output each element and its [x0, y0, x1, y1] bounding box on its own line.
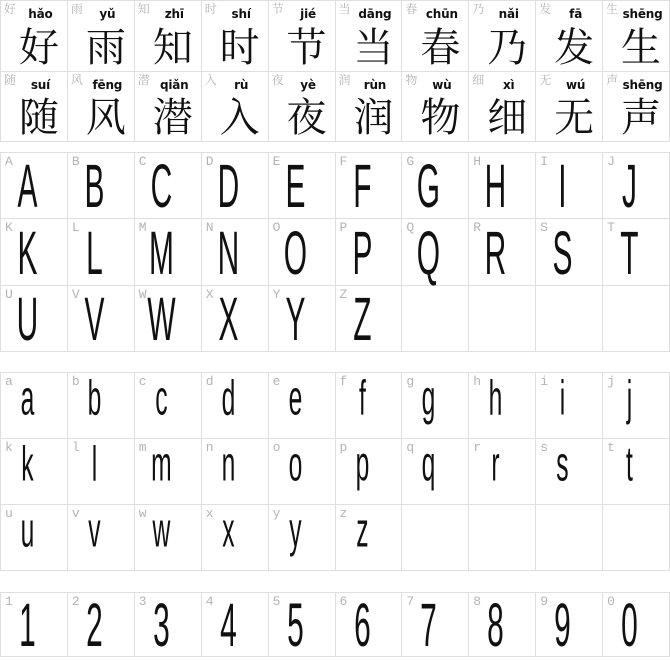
glyph-corner-label: w [138, 506, 147, 521]
glyph-preview: g [421, 370, 436, 425]
hanzi-corner-label: 声 [606, 72, 619, 87]
glyph-cell [202, 370, 269, 439]
empty-cell [536, 505, 603, 571]
hanzi-glyph-preview: 随 [18, 95, 59, 141]
glyph-corner-label: F [339, 154, 348, 169]
uppercase-preview-grid [0, 152, 670, 355]
glyph-cell [269, 153, 336, 222]
glyph-preview: U [16, 286, 39, 355]
hanzi-cell [603, 1, 670, 72]
hanzi-glyph-preview: 时 [219, 24, 260, 71]
pinyin-label: jié [300, 7, 316, 21]
glyph-preview: b [87, 370, 102, 425]
hanzi-cell [536, 1, 603, 72]
glyph-corner-label: i [540, 374, 548, 389]
glyph-cell [336, 436, 403, 505]
glyph-cell [536, 153, 603, 222]
glyph-corner-label: M [138, 220, 147, 236]
glyph-preview: S [552, 219, 573, 289]
glyph-cell [135, 592, 202, 661]
hanzi-glyph-preview: 发 [554, 24, 595, 71]
glyph-corner-label: E [272, 154, 281, 169]
glyph-cell [469, 592, 536, 661]
glyph-corner-label: B [71, 154, 80, 169]
glyph-corner-label: 2 [71, 594, 80, 609]
pinyin-label: qiǎn [159, 77, 189, 92]
glyph-cell [68, 219, 135, 289]
pinyin-label: wú [566, 77, 586, 92]
glyph-cell [202, 592, 269, 661]
glyph-preview: v [88, 502, 101, 557]
glyph-preview: 7 [420, 592, 438, 661]
hanzi-cell [269, 1, 336, 72]
glyph-cell [269, 286, 336, 355]
glyph-corner-label: 6 [339, 594, 348, 609]
glyph-preview: L [86, 219, 103, 289]
glyph-corner-label: l [71, 440, 80, 455]
glyph-corner-label: Z [339, 286, 348, 302]
empty-cell [536, 286, 603, 352]
glyph-cell [336, 219, 403, 289]
hanzi-glyph-preview: 声 [621, 95, 662, 141]
glyph-preview: Q [417, 219, 441, 289]
glyph-cell [135, 153, 202, 222]
glyph-preview: 1 [19, 592, 36, 661]
glyph-corner-label: S [540, 220, 548, 236]
hanzi-corner-label: 无 [539, 72, 552, 87]
glyph-cell [269, 219, 336, 289]
glyph-cell [469, 370, 536, 439]
glyph-corner-label: 5 [272, 594, 281, 609]
glyph-cell [603, 370, 670, 439]
hanzi-glyph-preview: 入 [219, 95, 260, 141]
hanzi-corner-label: 好 [4, 2, 17, 16]
glyph-preview: J [622, 153, 638, 222]
hanzi-cell [202, 72, 269, 143]
hanzi-glyph-preview: 细 [487, 95, 528, 141]
glyph-corner-label: a [5, 374, 13, 389]
pinyin-label: dāng [358, 7, 392, 21]
glyph-preview: H [484, 153, 507, 222]
glyph-corner-label: P [339, 220, 348, 236]
glyph-preview: x [221, 502, 235, 557]
glyph-corner-label: D [205, 154, 214, 169]
glyph-preview: 9 [554, 592, 571, 661]
hanzi-cell [402, 72, 469, 143]
glyph-cell [336, 592, 403, 661]
glyph-corner-label: I [540, 154, 548, 169]
glyph-corner-label: q [406, 440, 415, 455]
glyph-cell [336, 502, 403, 571]
hanzi-corner-label: 细 [472, 72, 485, 87]
hanzi-glyph-preview: 风 [85, 95, 126, 141]
hanzi-cell [202, 1, 269, 72]
hanzi-cell [536, 72, 603, 143]
glyph-corner-label: A [5, 154, 13, 169]
pinyin-label: rùn [363, 77, 387, 92]
glyph-corner-label: c [138, 374, 147, 389]
glyph-cell [135, 436, 202, 505]
glyph-corner-label: C [138, 154, 147, 169]
hanzi-corner-label: 雨 [70, 2, 83, 16]
empty-cell [603, 505, 670, 571]
hanzi-glyph-preview: 生 [621, 24, 662, 71]
glyph-cell [336, 153, 403, 222]
glyph-corner-label: k [5, 440, 13, 455]
hanzi-glyph-preview: 好 [18, 24, 59, 71]
glyph-cell [536, 592, 603, 661]
glyph-preview: 3 [152, 592, 170, 661]
hanzi-glyph-preview: 节 [286, 24, 327, 71]
glyph-cell [1, 286, 68, 355]
glyph-corner-label: 0 [607, 594, 615, 609]
glyph-cell [68, 286, 135, 355]
hanzi-cell [469, 1, 536, 72]
hanzi-corner-label: 潜 [137, 72, 150, 87]
glyph-cell [536, 370, 603, 439]
hanzi-corner-label: 节 [271, 2, 284, 16]
glyph-corner-label: z [339, 506, 348, 521]
glyph-corner-label: 9 [540, 594, 548, 609]
hanzi-corner-label: 随 [4, 72, 17, 87]
glyph-corner-label: f [339, 374, 348, 389]
glyph-cell [202, 286, 269, 355]
glyph-cell [603, 219, 670, 289]
hanzi-glyph-preview: 春 [420, 24, 461, 71]
glyph-cell [402, 592, 469, 661]
glyph-corner-label: j [607, 374, 615, 389]
hanzi-corner-label: 夜 [271, 72, 284, 87]
glyph-cell [68, 502, 135, 571]
glyph-cell [402, 436, 469, 505]
glyph-cell [1, 153, 68, 222]
glyph-cell [1, 502, 68, 571]
glyph-preview: f [358, 370, 366, 425]
hanzi-corner-label: 发 [539, 2, 552, 16]
glyph-preview: B [84, 153, 105, 222]
pinyin-label: rù [234, 77, 249, 92]
glyph-preview: e [288, 370, 302, 425]
glyph-corner-label: 1 [5, 594, 13, 609]
glyph-preview: j [626, 370, 633, 425]
glyph-corner-label: H [473, 154, 482, 169]
glyph-corner-label: s [540, 440, 548, 455]
glyph-corner-label: R [473, 220, 482, 236]
glyph-preview: l [91, 436, 98, 491]
hanzi-glyph-preview: 夜 [286, 95, 327, 141]
glyph-corner-label: Q [406, 220, 415, 236]
hanzi-cell [269, 72, 336, 143]
hanzi-corner-label: 时 [204, 2, 217, 16]
glyph-corner-label: e [272, 374, 281, 389]
glyph-preview: 0 [621, 592, 638, 661]
glyph-preview: 6 [353, 592, 371, 661]
hanzi-glyph-preview: 雨 [85, 24, 126, 71]
glyph-corner-label: U [5, 286, 13, 302]
hanzi-cell [402, 1, 469, 72]
glyph-preview: 5 [286, 592, 304, 661]
digits-preview-grid [0, 592, 670, 661]
hanzi-cell [1, 1, 68, 72]
hanzi-corner-label: 当 [338, 2, 351, 16]
glyph-corner-label: m [138, 440, 147, 455]
glyph-corner-label: r [473, 440, 482, 455]
hanzi-cell [336, 1, 403, 72]
pinyin-label: shí [231, 7, 251, 21]
pinyin-label: zhī [164, 7, 184, 21]
glyph-cell [1, 370, 68, 439]
glyph-cell [269, 592, 336, 661]
glyph-preview: z [355, 502, 369, 557]
glyph-preview: T [620, 219, 639, 289]
glyph-corner-label: b [71, 374, 80, 389]
glyph-preview: k [21, 436, 34, 491]
hanzi-cell [135, 1, 202, 72]
hanzi-glyph-preview: 物 [420, 95, 461, 141]
glyph-preview: V [84, 286, 105, 355]
glyph-corner-label: X [205, 286, 214, 302]
glyph-cell [202, 219, 269, 289]
glyph-corner-label: G [406, 154, 415, 169]
glyph-cell [202, 436, 269, 505]
glyph-preview: O [283, 219, 307, 289]
glyph-corner-label: o [272, 440, 281, 455]
glyph-cell [1, 219, 68, 289]
glyph-preview: h [488, 370, 503, 425]
glyph-preview: r [491, 436, 500, 491]
hanzi-cell [336, 72, 403, 143]
glyph-corner-label: v [71, 506, 80, 521]
glyph-cell [603, 436, 670, 505]
glyph-preview: F [352, 153, 372, 222]
glyph-corner-label: g [406, 374, 415, 389]
empty-cell [469, 286, 536, 352]
glyph-preview: Y [285, 286, 306, 355]
glyph-preview: w [152, 502, 171, 557]
glyph-cell [469, 436, 536, 505]
glyph-cell [336, 370, 403, 439]
hanzi-cell [469, 72, 536, 143]
glyph-cell [135, 219, 202, 289]
glyph-cell [269, 370, 336, 439]
glyph-corner-label: O [272, 220, 281, 236]
hanzi-glyph-preview: 潜 [152, 95, 193, 141]
glyph-preview: N [217, 219, 239, 289]
hanzi-glyph-preview: 当 [353, 24, 394, 71]
glyph-preview: o [288, 436, 302, 491]
glyph-corner-label: Y [272, 286, 281, 302]
glyph-cell [469, 153, 536, 222]
hanzi-glyph-preview: 无 [554, 95, 595, 141]
glyph-corner-label: N [205, 220, 214, 236]
hanzi-corner-label: 春 [405, 2, 418, 16]
glyph-preview: A [17, 153, 38, 222]
glyph-preview: d [221, 370, 235, 425]
pinyin-label: fēng [92, 77, 123, 92]
glyph-preview: n [221, 436, 235, 491]
glyph-cell [202, 153, 269, 222]
empty-cell [402, 286, 469, 352]
empty-cell [603, 286, 670, 352]
glyph-cell [202, 502, 269, 571]
pinyin-label: shēng [622, 7, 663, 21]
hanzi-cell [68, 72, 135, 143]
glyph-corner-label: 7 [406, 594, 415, 609]
glyph-cell [536, 436, 603, 505]
glyph-cell [68, 592, 135, 661]
pinyin-label: nǎi [498, 7, 519, 21]
glyph-preview: C [150, 153, 173, 222]
glyph-cell [536, 219, 603, 289]
hanzi-glyph-preview: 知 [152, 24, 193, 71]
hanzi-preview-grid [0, 0, 670, 142]
glyph-corner-label: W [138, 286, 147, 302]
hanzi-corner-label: 生 [606, 2, 619, 16]
glyph-preview: 4 [219, 592, 237, 661]
glyph-preview: 8 [487, 592, 505, 661]
pinyin-label: hǎo [28, 7, 53, 21]
lowercase-preview-grid [0, 372, 670, 571]
glyph-preview: q [421, 436, 436, 491]
glyph-cell [402, 153, 469, 222]
pinyin-label: fā [569, 7, 583, 21]
glyph-corner-label: L [71, 220, 80, 236]
glyph-preview: G [417, 153, 441, 222]
glyph-cell [135, 286, 202, 355]
glyph-preview: D [217, 153, 239, 222]
glyph-corner-label: n [205, 440, 214, 455]
glyph-cell [269, 502, 336, 571]
glyph-cell [269, 436, 336, 505]
hanzi-cell [603, 72, 670, 143]
glyph-cell [603, 592, 670, 661]
glyph-preview: m [150, 436, 172, 491]
hanzi-glyph-preview: 润 [353, 95, 394, 141]
glyph-preview: K [17, 219, 38, 289]
glyph-cell [402, 219, 469, 289]
glyph-cell [135, 370, 202, 439]
glyph-cell [1, 436, 68, 505]
glyph-corner-label: 3 [138, 594, 147, 609]
hanzi-cell [135, 72, 202, 143]
glyph-preview: t [626, 436, 633, 491]
glyph-corner-label: p [339, 440, 348, 455]
glyph-cell [336, 286, 403, 355]
glyph-cell [469, 219, 536, 289]
glyph-cell [68, 153, 135, 222]
empty-cell [402, 505, 469, 571]
glyph-preview: c [155, 370, 168, 425]
pinyin-label: xì [503, 77, 515, 92]
hanzi-corner-label: 入 [204, 72, 217, 87]
glyph-preview: y [288, 502, 302, 557]
pinyin-label: yǔ [99, 7, 116, 21]
glyph-preview: Z [352, 286, 372, 355]
pinyin-label: wù [432, 77, 452, 92]
glyph-corner-label: 4 [205, 594, 214, 609]
glyph-preview: u [20, 502, 35, 557]
glyph-corner-label: y [272, 506, 281, 521]
glyph-preview: P [351, 219, 372, 289]
glyph-corner-label: h [473, 374, 482, 389]
glyph-preview: s [556, 436, 569, 491]
pinyin-label: shēng [622, 77, 663, 92]
glyph-cell [402, 370, 469, 439]
glyph-corner-label: d [205, 374, 214, 389]
glyph-cell [603, 153, 670, 222]
glyph-preview: M [148, 219, 174, 289]
glyph-corner-label: u [5, 506, 13, 521]
hanzi-corner-label: 风 [70, 72, 83, 87]
glyph-corner-label: J [607, 154, 615, 169]
glyph-preview: W [147, 286, 176, 355]
glyph-preview: a [20, 370, 35, 425]
hanzi-cell [1, 72, 68, 143]
pinyin-label: chūn [425, 7, 458, 21]
hanzi-cell [68, 1, 135, 72]
glyph-preview: i [559, 370, 566, 425]
hanzi-corner-label: 润 [338, 72, 351, 87]
glyph-corner-label: t [607, 440, 615, 455]
glyph-preview: p [355, 436, 369, 491]
hanzi-corner-label: 乃 [472, 2, 485, 16]
empty-cell [469, 505, 536, 571]
glyph-preview: X [218, 286, 239, 355]
glyph-preview: R [484, 219, 507, 289]
hanzi-glyph-preview: 乃 [487, 24, 528, 71]
hanzi-corner-label: 物 [405, 72, 418, 87]
hanzi-corner-label: 知 [137, 2, 150, 16]
glyph-cell [135, 502, 202, 571]
glyph-cell [68, 370, 135, 439]
glyph-preview: 2 [86, 592, 103, 661]
glyph-corner-label: x [205, 506, 214, 521]
pinyin-label: suí [30, 77, 51, 92]
glyph-cell [68, 436, 135, 505]
pinyin-label: yè [300, 77, 316, 92]
glyph-corner-label: V [71, 286, 80, 302]
glyph-corner-label: K [5, 220, 13, 236]
glyph-preview: I [558, 153, 567, 222]
glyph-cell [1, 592, 68, 661]
glyph-corner-label: T [607, 220, 615, 236]
glyph-corner-label: 8 [473, 594, 482, 609]
glyph-preview: E [285, 153, 306, 222]
